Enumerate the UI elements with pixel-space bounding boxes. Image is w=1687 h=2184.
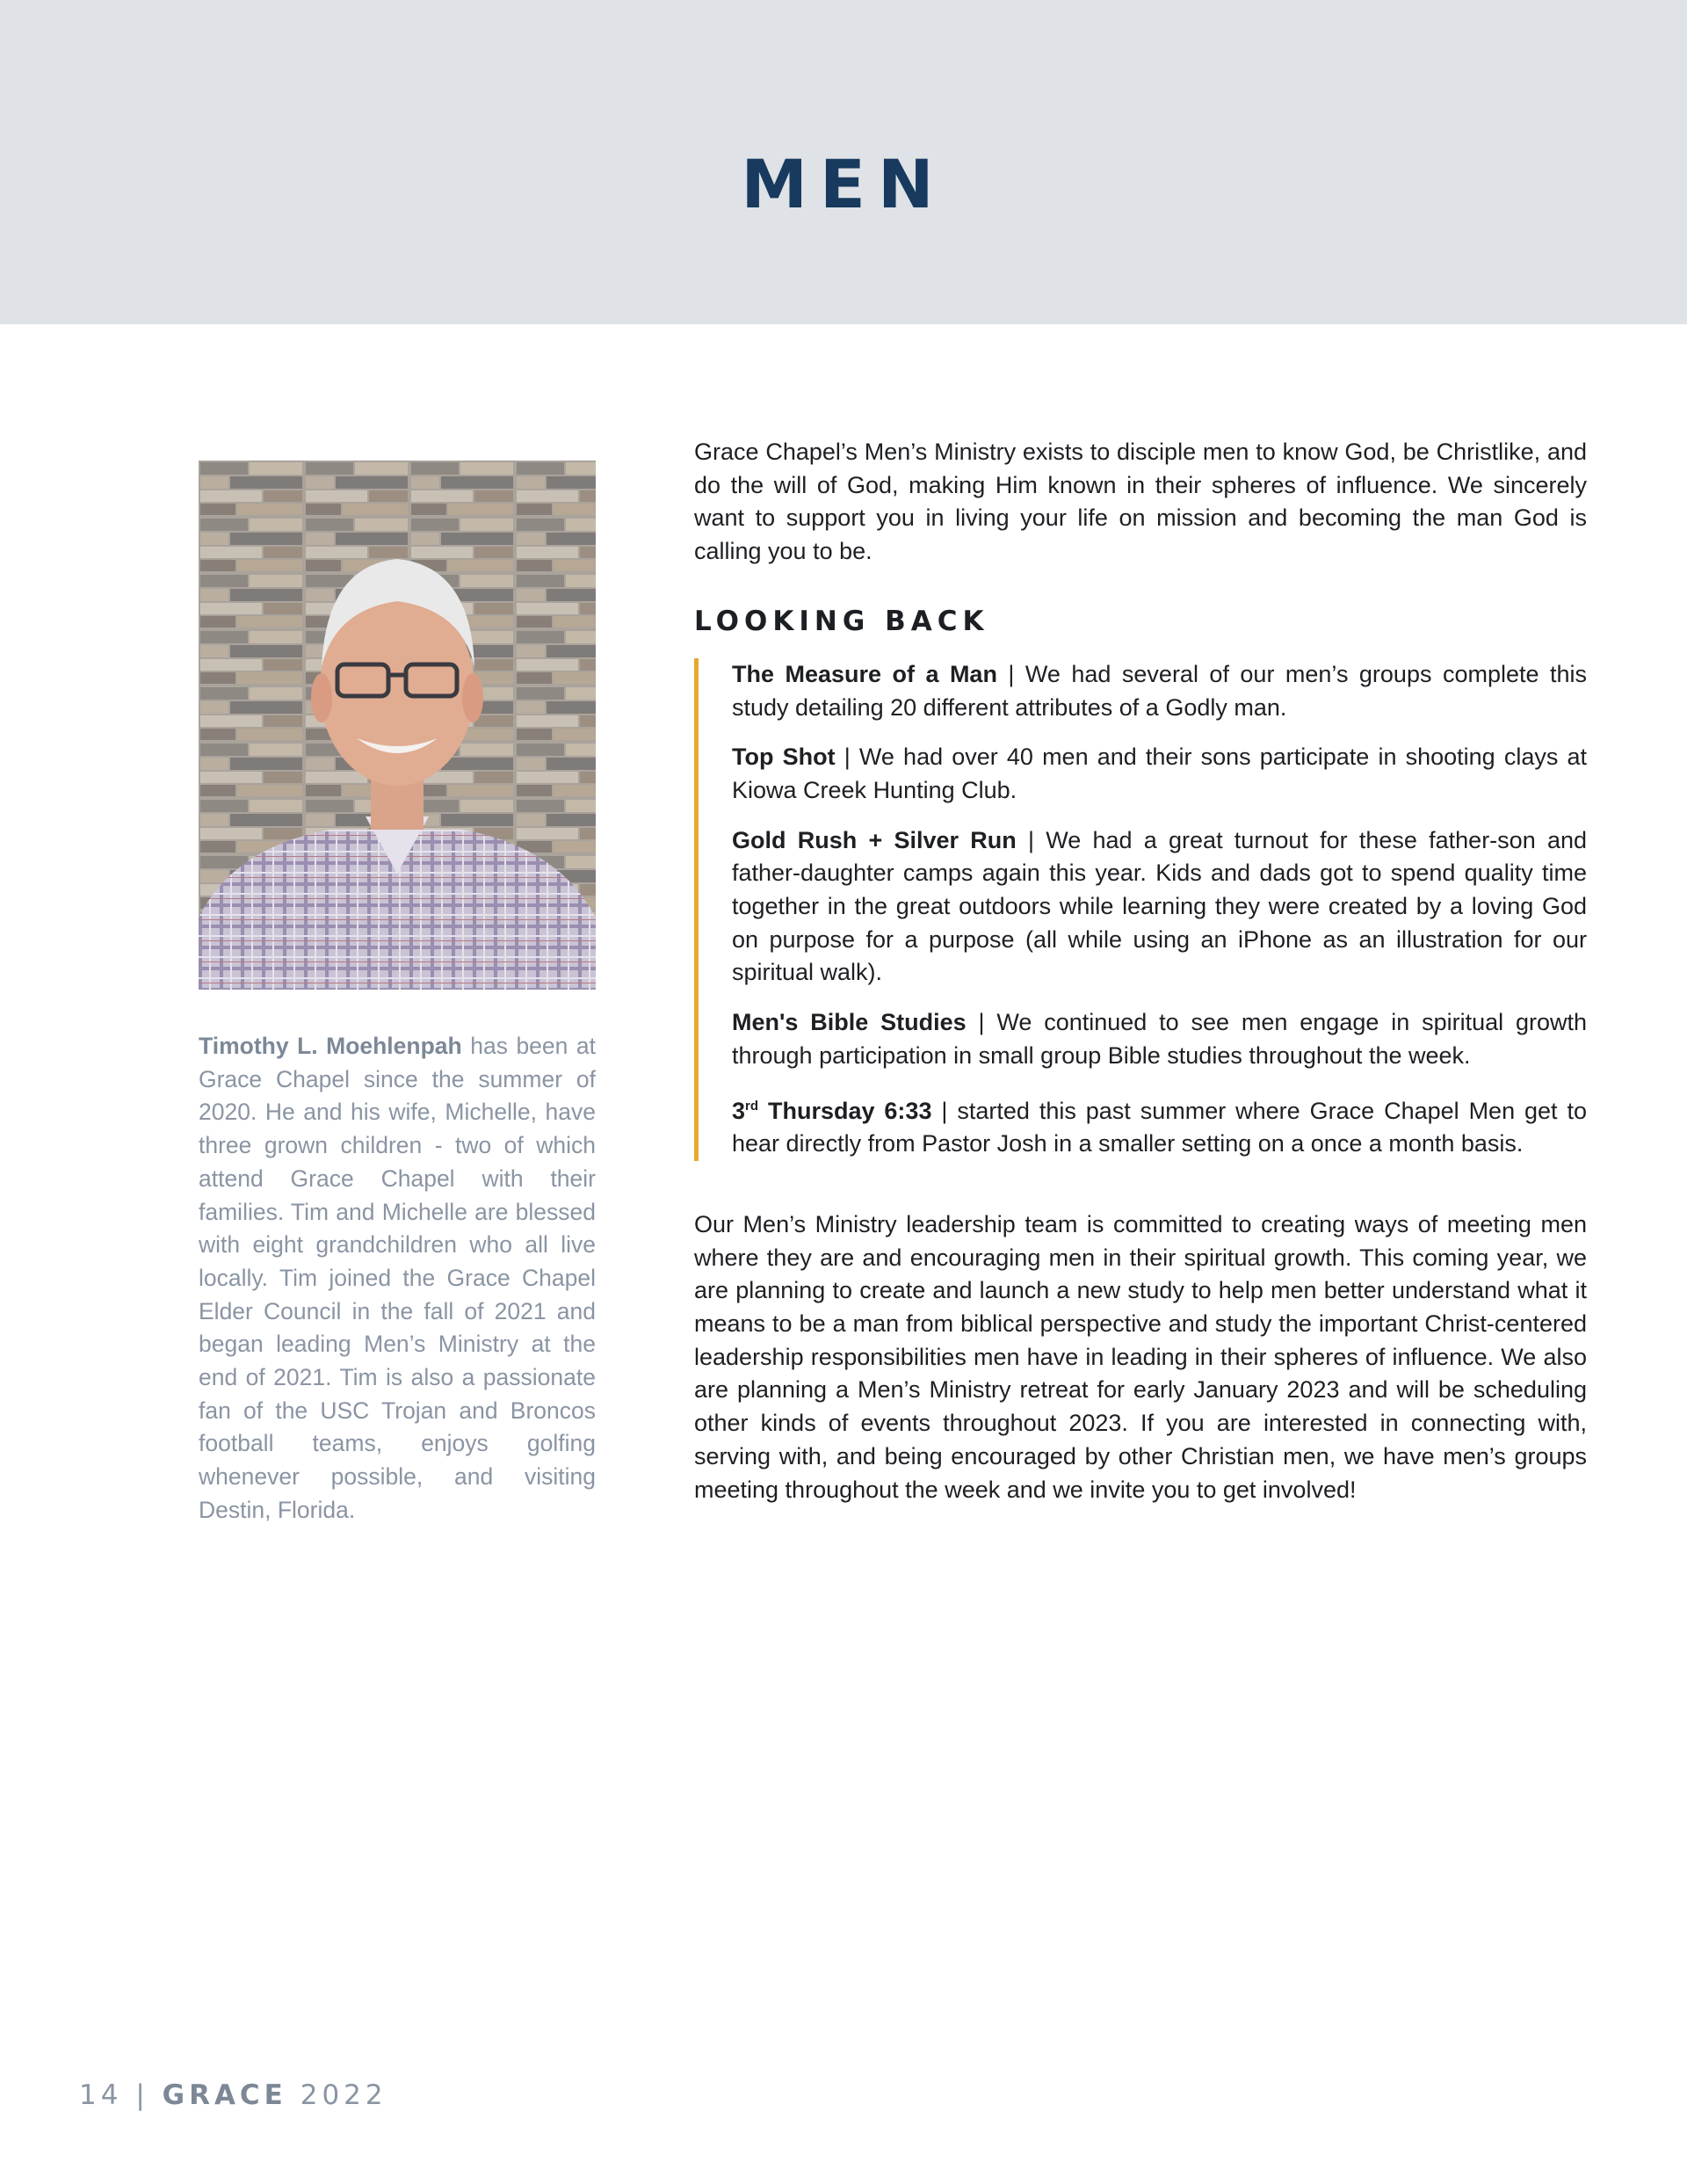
list-item-title-sup: rd — [745, 1098, 759, 1114]
list-item-title: Gold Rush + Silver Run — [732, 826, 1017, 853]
list-item-title: Men's Bible Studies — [732, 1009, 967, 1036]
list-item-text: | We had over 40 men and their sons participate in shooting clays at Kiowa Creek Hunting Club. — [732, 744, 1587, 803]
list-item — [732, 1006, 1587, 1072]
closing-paragraph: Our Men’s Ministry leadership team is committed to creating ways of meeting men where they are and encouraging men in their spiritual growth. This coming year, we are planning to create and launch a new study to help men better understand what it means to be a man from biblical perspective and study the important Christ-centered leadership responsibilities men have in leading in their spheres of influence. We also are planning a Men’s Ministry retreat for early January 2023 and will be scheduling other kinds of events throughout 2023. If you are interested in connecting with, serving with, and being encouraged by other Christian men, we have men’s groups meeting throughout the week and we invite you to get involved! — [694, 1210, 1587, 1503]
list-item — [732, 741, 1587, 807]
looking-back-list — [694, 658, 1587, 1161]
portrait-photo — [199, 461, 596, 990]
list-item-title: The Measure of a Man — [732, 660, 997, 687]
bio-name: Timothy L. Moehlenpah — [199, 1033, 462, 1059]
footer-year: 2022 — [300, 2079, 387, 2111]
list-item — [732, 1090, 1587, 1161]
list-item-title: Thursday 6:33 — [758, 1097, 932, 1124]
main-column — [694, 436, 1587, 1506]
intro-paragraph: Grace Chapel’s Men’s Ministry exists to disciple men to know God, be Christlike, and do the will of God, making Him known in their spheres of influence. We sincerely want to support you in living your life on mission and becoming the man God is calling you to be. — [694, 439, 1587, 565]
footer-brand: GRACE — [162, 2079, 287, 2111]
list-item — [732, 824, 1587, 990]
page-title: MEN — [741, 145, 946, 223]
footer-separator: | — [135, 2079, 149, 2111]
bio-body: has been at Grace Chapel since the summer of 2020. He and his wife, Michelle, have three grown children - two of which attend Grace Chapel with their families. Tim and Michelle are blessed with eight grandchildren who all live locally. Tim joined the Grace Chapel Elder Council in the fall of 2021 and began leading Men’s Ministry at the end of 2021. Tim is also a passionate fan of the USC Trojan and Broncos football teams, enjoys golfing whenever possible, and visiting Destin, Florida. — [199, 1033, 596, 1523]
list-item-title-prefix: 3 — [732, 1097, 746, 1124]
list-item-text: | started this past summer where Grace Chapel Men get to hear directly from Pastor Josh in a smaller setting on a once a month basis. — [732, 1097, 1588, 1157]
looking-back-heading: LOOKING BACK — [694, 605, 989, 637]
list-item — [732, 658, 1587, 724]
page-number: 14 — [79, 2079, 123, 2111]
list-item-text: | We continued to see men engage in spiritual growth through participation in small group Bible studies throughout the week. — [732, 1009, 1587, 1069]
list-item-text: | We had several of our men’s groups complete this study detailing 20 different attributes of a Godly man. — [732, 660, 1587, 721]
page-footer — [79, 2079, 387, 2111]
bio-text — [199, 1030, 596, 1527]
list-item-text: | We had a great turnout for these father-son and father-daughter camps again this year. Kids and dads got to spend quality time together in the great outdoors while learning they were created by a loving God on purpose for a purpose (all while using an iPhone as an illustration for our spiritual walk). — [732, 826, 1587, 986]
list-item-title: Top Shot — [732, 744, 836, 771]
